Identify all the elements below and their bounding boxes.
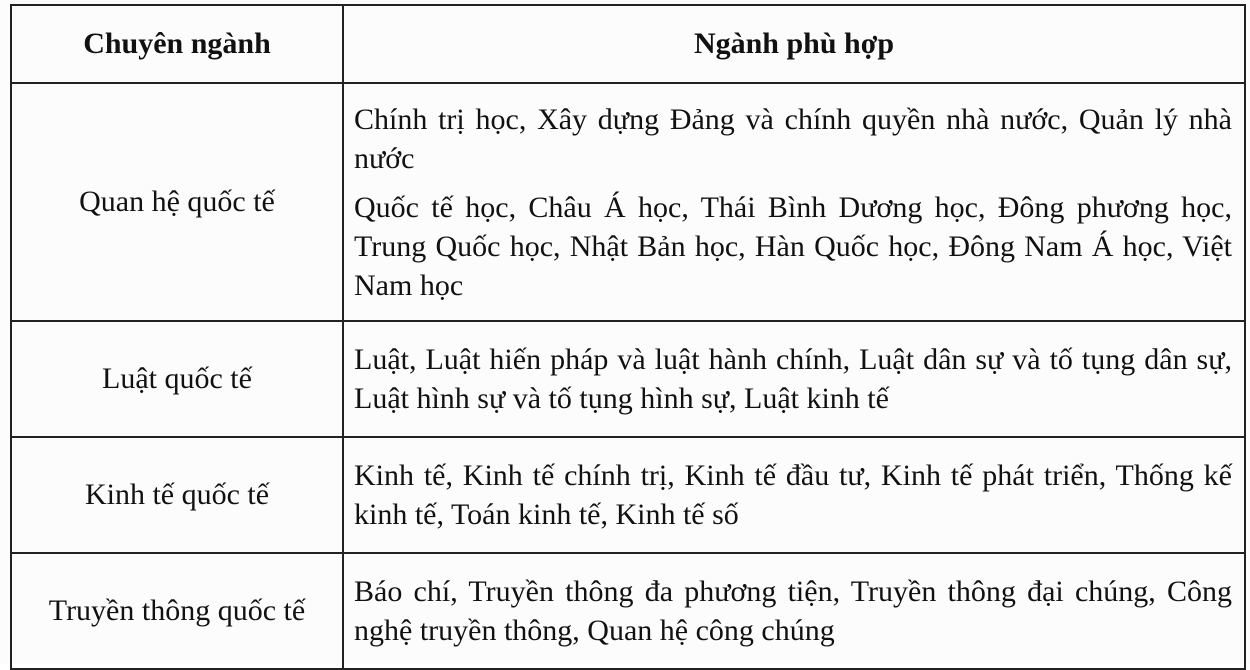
table-header-row: [11, 5, 1245, 83]
majors-paragraph: Báo chí, Truyền thông đa phương tiện, Truyền thông đại chúng, Công nghệ truyền thông, Quan hệ công chúng: [354, 575, 1232, 647]
specialization-cell: Quan hệ quốc tế: [11, 83, 343, 321]
majors-paragraph: Luật, Luật hiến pháp và luật hành chính, Luật dân sự và tố tụng dân sự, Luật hình sự và tố tụng hình sự, Luật kinh tế: [354, 343, 1232, 415]
header-specialization: Chuyên ngành: [11, 5, 343, 83]
specialization-cell: Truyền thông quốc tế: [11, 553, 343, 669]
specialization-cell: Kinh tế quốc tế: [11, 437, 343, 553]
specialization-cell: Luật quốc tế: [11, 321, 343, 437]
table-row: [11, 437, 1245, 553]
suitable-majors-cell: [343, 83, 1245, 321]
majors-paragraph: Quốc tế học, Châu Á học, Thái Bình Dương học, Đông phương học, Trung Quốc học, Nhật Bản học, Hàn Quốc học, Đông Nam Á học, Việt Nam học: [354, 190, 1232, 302]
majors-paragraph: Chính trị học, Xây dựng Đảng và chính quyền nhà nước, Quản lý nhà nước: [354, 102, 1232, 175]
table-row: [11, 321, 1245, 437]
majors-paragraph: Kinh tế, Kinh tế chính trị, Kinh tế đầu tư, Kinh tế phát triển, Thống kế kinh tế, Toán kinh tế, Kinh tế số: [354, 459, 1232, 531]
majors-table: [10, 4, 1246, 670]
table-row: [11, 83, 1245, 321]
suitable-majors-cell: [343, 553, 1245, 669]
table-row: [11, 553, 1245, 669]
suitable-majors-cell: [343, 321, 1245, 437]
header-suitable-majors: Ngành phù hợp: [343, 5, 1245, 83]
suitable-majors-cell: [343, 437, 1245, 553]
